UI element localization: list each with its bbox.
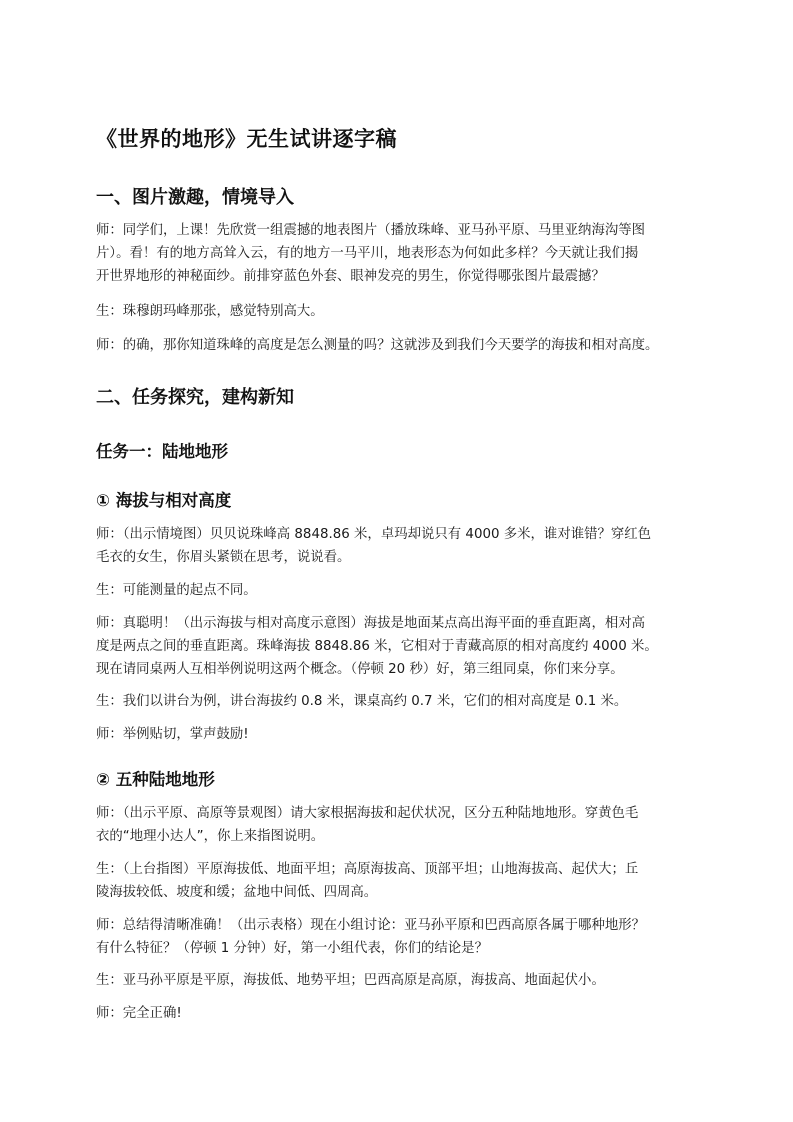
text-line: 师：总结得清晰准确！（出示表格）现在小组讨论：亚马孙平原和巴西高原各属于哪种地形？: [96, 918, 646, 933]
text-line: 生：可能测量的起点不同。: [96, 583, 257, 598]
task-heading: 任务一：陆地地形: [96, 442, 228, 461]
text-line: 生：（上台指图）平原海拔低、地面平坦；高原海拔高、顶部平坦；山地海拔高、起伏大；丘: [96, 862, 639, 877]
text-line: 毛衣的女生，你眉头紧锁在思考，说说看。: [96, 550, 351, 565]
text-line: 师：（出示情境图）贝贝说珠峰高 8848.86 米，卓玛却说只有 4000 多米，谁对谁错？穿红色: [96, 527, 652, 542]
text-line: 师：完全正确!: [96, 1006, 182, 1021]
section-heading-intro: 一、图片激趣，情境导入: [96, 187, 294, 208]
paragraph: [96, 690, 716, 713]
text-line: 生：我们以讲台为例，讲台海拔约 0.8 米，课桌高约 0.7 米，它们的相对高度是 0.1 米。: [96, 694, 628, 709]
paragraph: [96, 914, 716, 960]
paragraph: [96, 612, 716, 681]
text-line: 片）。看！有的地方高耸入云，有的地方一马平川，地表形态为何如此多样？今天就让我们揭: [96, 246, 639, 261]
text-line: 师：同学们，上课！先欣赏一组震撼的地表图片（播放珠峰、亚马孙平原、马里亚纳海沟等图: [96, 223, 646, 238]
paragraph: [96, 858, 716, 904]
text-line: 有什么特征？（停顿 1 分钟）好，第一小组代表，你们的结论是？: [96, 941, 488, 956]
text-line: 生：珠穆朗玛峰那张，感觉特别高大。: [96, 304, 324, 319]
paragraph: [96, 1002, 716, 1025]
section-heading-explore: 二、任务探究，建构新知: [96, 387, 294, 408]
text-line: 师：举例贴切，掌声鼓励!: [96, 727, 249, 742]
paragraph: [96, 219, 716, 288]
text-line: 师：真聪明！（出示海拔与相对高度示意图）海拔是地面某点高出海平面的垂直距离，相对高: [96, 616, 646, 631]
paragraph: [96, 334, 716, 357]
subsection-heading-landforms: ② 五种陆地地形: [96, 770, 215, 789]
text-line: 师：（出示平原、高原等景观图）请大家根据海拔和起伏状况，区分五种陆地地形。穿黄色毛: [96, 806, 639, 821]
text-line: 开世界地形的神秘面纱。前排穿蓝色外套、眼神发亮的男生，你觉得哪张图片最震撼？: [96, 269, 605, 284]
text-line: 现在请同桌两人互相举例说明这两个概念。（停顿 20 秒）好，第三组同桌，你们来分享。: [96, 662, 624, 677]
paragraph: [96, 523, 716, 569]
text-line: 师：的确，那你知道珠峰的高度是怎么测量的吗？这就涉及到我们今天要学的海拔和相对高度。: [96, 338, 659, 353]
paragraph: [96, 300, 716, 323]
paragraph: [96, 579, 716, 602]
subsection-heading-altitude: ① 海拔与相对高度: [96, 491, 232, 510]
text-line: 陵海拔较低、坡度和缓；盆地中间低、四周高。: [96, 885, 378, 900]
text-line: 度是两点之间的垂直距离。珠峰海拔 8848.86 米，它相对于青藏高原的相对高度约 4000 米。: [96, 639, 658, 654]
text-line: 生：亚马孙平原是平原，海拔低、地势平坦；巴西高原是高原，海拔高、地面起伏小。: [96, 973, 605, 988]
document-title: 《世界的地形》无生试讲逐字稿: [96, 127, 397, 151]
paragraph: [96, 723, 716, 746]
text-line: 衣的“地理小达人”，你上来指图说明。: [96, 829, 325, 844]
paragraph: [96, 802, 716, 848]
paragraph: [96, 969, 716, 992]
